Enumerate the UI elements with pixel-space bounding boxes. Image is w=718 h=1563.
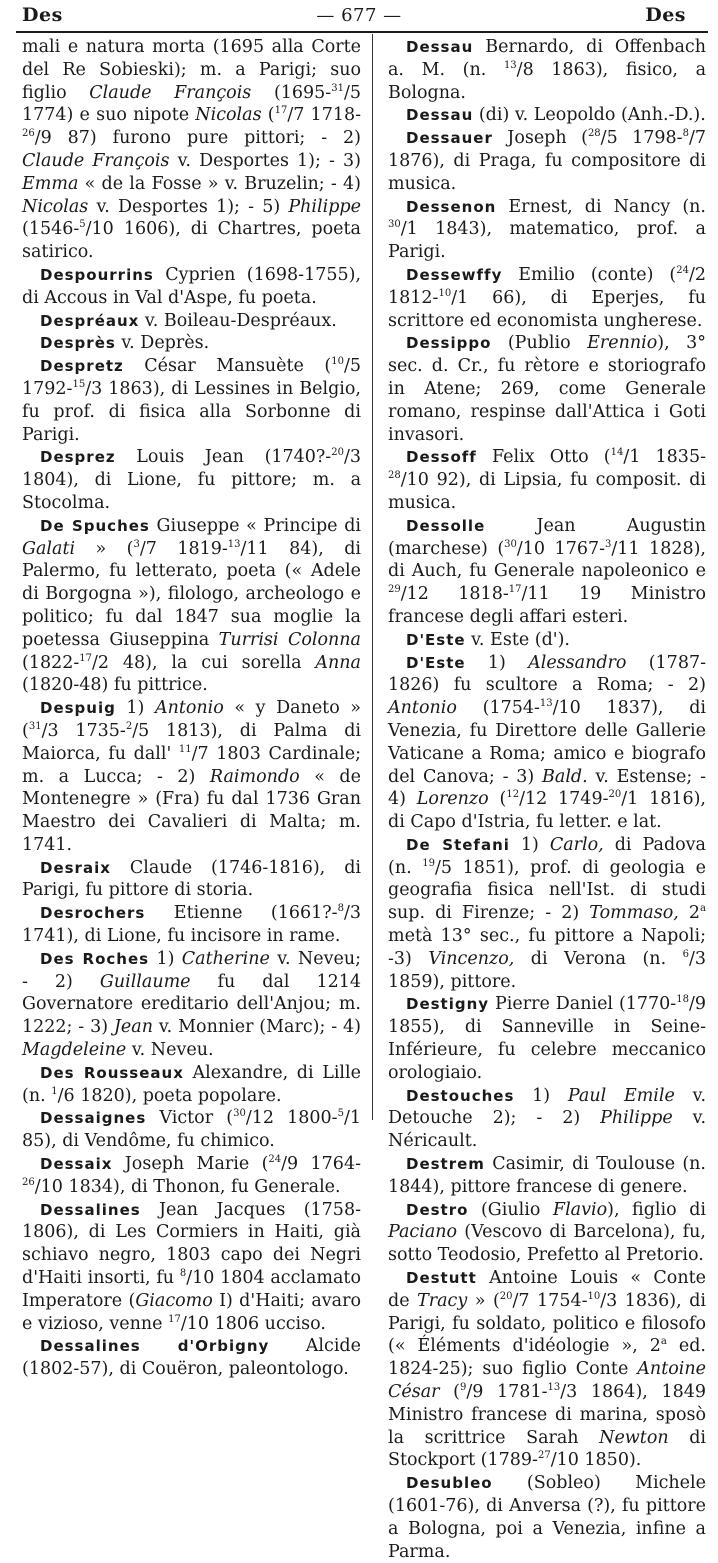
entry-headword: De Stefani — [406, 835, 510, 854]
entry-text: /10 1837), di Venezia, fu Direttore delle Gallerie Vaticane a Roma; amico e biografo del Canova; - 3) — [388, 698, 706, 787]
italic-text: Tracy — [417, 1290, 468, 1311]
entry-text: Pierre Daniel (1770- — [489, 994, 677, 1015]
superscript: 18 — [676, 994, 689, 1006]
entry-text: mali e natura morta (1695 alla Corte del Re Sobieski); m. a Parigi; suo figlio — [22, 37, 361, 103]
superscript: 17 — [168, 1313, 181, 1325]
entry-headword: Des Roches — [40, 949, 150, 968]
entry-text: /6 1820), poeta popolare. — [57, 1085, 282, 1106]
entry-text: /3 1864), 1849 Ministro francese di marina, sposò la scrittrice Sarah — [388, 1382, 707, 1448]
entry-text: 1) — [509, 834, 550, 855]
superscript: 24 — [676, 265, 689, 277]
entry-headword: D'Este — [406, 630, 466, 649]
dictionary-entry — [388, 127, 706, 195]
superscript: 17 — [274, 105, 288, 117]
entry-text: (1546- — [22, 219, 80, 240]
right-column — [388, 36, 706, 1563]
italic-text: Paul Emile — [567, 1085, 675, 1106]
dictionary-entry — [388, 446, 706, 514]
superscript: 3 — [133, 538, 140, 550]
entry-text: v. Estense; - 4) — [388, 766, 706, 810]
entry-text: Etienne (1661?- — [145, 903, 338, 924]
entry-text: /7 1803 Cardinale; m. a Lucca; - 2) — [22, 743, 361, 787]
dictionary-entry — [388, 1199, 706, 1267]
italic-text: Emma — [22, 173, 79, 194]
entry-text: /2 48), la cui sorella — [92, 652, 316, 673]
superscript: 27 — [537, 1450, 551, 1462]
italic-text: Claude François — [22, 150, 170, 171]
entry-text: « de Montenegre » (Fra) fu dal 1736 Gran Maestro dei Cavalieri di Malta; m. 1741. — [22, 766, 361, 855]
dictionary-entry — [388, 1085, 706, 1153]
entry-headword: Dessau — [406, 106, 474, 125]
superscript: 31 — [28, 721, 42, 733]
entry-headword: Dessolle — [406, 516, 486, 535]
entry-text: Alexandre, di Lille (n. — [22, 1062, 361, 1106]
dictionary-entry — [22, 1153, 361, 1199]
entry-text: /9 87) furono pure pittori; - 2) — [34, 128, 361, 149]
dictionary-entry — [388, 1267, 706, 1472]
entry-headword: Destouches — [406, 1086, 515, 1105]
entry-text: /5 1774) e suo nipote — [22, 82, 361, 126]
dictionary-entry — [388, 515, 706, 629]
superscript: 1 — [51, 1085, 58, 1097]
page-number: — 677 — — [316, 5, 402, 26]
dictionary-entry — [388, 104, 706, 127]
entry-headword: Desprès — [40, 334, 116, 353]
entry-text: Emilio (conte) ( — [502, 264, 677, 285]
superscript: 2 — [125, 721, 133, 733]
italic-text: Bald. — [542, 766, 588, 787]
italic-text: Antonio — [388, 698, 457, 719]
dictionary-entry — [388, 629, 706, 652]
header-left-keyword: Des — [22, 4, 63, 26]
superscript: 10 — [438, 287, 452, 299]
italic-text: Newton — [599, 1427, 669, 1448]
entry-text: v. Néricault. — [388, 1108, 707, 1152]
entry-text: Jean Jacques (1758-1806), di Les Cormiers in Haiti, già schiavo negro, 1803 capo dei Negri d'Haiti insorti, fu — [22, 1199, 361, 1289]
dictionary-entry — [22, 310, 361, 333]
column-divider — [372, 34, 373, 1120]
entry-text: v. Detouche 2); - 2) — [388, 1085, 707, 1129]
entry-text: « de la Fosse » v. Bruzelin; - 4) — [78, 173, 361, 194]
superscript: 8 — [337, 903, 344, 915]
left-column — [22, 36, 361, 1381]
superscript: 28 — [388, 470, 401, 482]
entry-text: (1787-1826) fu scultore a Roma; - 2) — [388, 652, 707, 696]
entry-text: 1) — [115, 698, 155, 719]
dictionary-entry — [22, 1062, 361, 1108]
superscript: 29 — [388, 584, 401, 596]
superscript: 20 — [331, 447, 344, 459]
superscript: 17 — [79, 652, 93, 664]
entry-text: /10 1834), di Thonon, fu Generale. — [34, 1176, 341, 1197]
entry-text: Joseph Marie ( — [112, 1154, 269, 1175]
superscript: 30 — [504, 538, 517, 550]
entry-text: ( — [439, 1382, 460, 1403]
entry-headword: Destrem — [406, 1155, 485, 1174]
entry-text: /10 1606), di Chartres, poeta satirico. — [22, 219, 361, 263]
italic-text: Flavio — [552, 1199, 608, 1220]
entry-text: /1 85), di Vendôme, fu chimico. — [22, 1108, 361, 1152]
entry-text: v. Neveu; - 2) — [22, 948, 361, 992]
italic-text: Anna — [315, 652, 361, 673]
italic-text: Alessandro — [528, 652, 627, 673]
superscript: 20 — [499, 1291, 513, 1302]
entry-text: Antoine Louis « Conte de — [388, 1268, 706, 1311]
dictionary-entry — [388, 196, 706, 264]
dictionary-entry — [388, 36, 706, 104]
entry-text: (1822- — [22, 652, 80, 673]
entry-headword: Dessewffy — [406, 265, 503, 284]
superscript: 26 — [22, 1177, 35, 1189]
dictionary-entry — [22, 515, 361, 697]
entry-text: 1) — [149, 948, 182, 969]
entry-headword: Desrochers — [40, 904, 146, 923]
entry-headword: Dessenon — [406, 197, 497, 216]
entry-headword: Desubleo — [406, 1474, 493, 1493]
entry-headword: Dessau — [406, 38, 474, 56]
superscript: 3 — [605, 538, 612, 550]
entry-text: Felix Otto ( — [476, 447, 611, 468]
entry-text: /12 1818- — [400, 584, 509, 605]
entry-text: v. Desportes 1); - 5) — [88, 196, 289, 217]
italic-text: Jean — [113, 1017, 153, 1038]
italic-text: Paciano — [388, 1222, 458, 1243]
entry-text: Victor ( — [146, 1108, 234, 1129]
entry-text: /7 1819- — [139, 538, 228, 559]
entry-text: di Stockport (1789- — [388, 1427, 706, 1471]
entry-text: Bernardo, di Offenbach a. M. (n. — [388, 37, 706, 80]
entry-text: (Sobleo) Michele (1601-76), di Anversa (?), fu pittore a Bologna, poi a Venezia, infine a Parma. — [388, 1473, 706, 1562]
entry-text: « y Daneto » ( — [22, 698, 361, 741]
dictionary-entry — [22, 1335, 361, 1381]
superscript: 9 — [460, 1382, 467, 1394]
italic-text: Nicolas — [195, 105, 262, 126]
italic-text: Philippe — [288, 196, 361, 217]
entry-headword: Dessippo — [406, 334, 492, 353]
superscript: 30 — [388, 219, 401, 231]
superscript: 13 — [547, 1382, 561, 1394]
entry-text: /1 1835- — [623, 447, 706, 468]
entry-text: /5 1798- — [600, 128, 683, 149]
italic-text: Nicolas — [22, 196, 89, 217]
superscript: 13 — [503, 59, 517, 71]
entry-text: /5 1792- — [22, 356, 361, 399]
entry-text: /11 1828), di Auch, fu Generale napoleonico e — [388, 538, 706, 582]
superscript: 8 — [682, 128, 689, 140]
superscript: 5 — [79, 219, 86, 231]
entry-text: 1) — [465, 652, 529, 673]
italic-text: Carlo, — [549, 834, 604, 855]
superscript: 15 — [72, 379, 86, 391]
entry-headword: Dessalines — [40, 1200, 141, 1219]
entry-headword: Des Rousseaux — [40, 1063, 184, 1082]
header-right-keyword: Des — [645, 4, 686, 26]
superscript: 19 — [422, 857, 435, 869]
entry-text: v. Monnier (Marc); - 4) — [153, 1017, 361, 1038]
entry-text: /11 19 Ministro francese degli affari esteri. — [388, 584, 706, 627]
superscript: 26 — [22, 128, 35, 140]
dictionary-entry — [22, 332, 361, 355]
entry-text: Claude (1746-1816), di Parigi, fu pittore di storia. — [22, 857, 361, 901]
entry-text: Joseph ( — [492, 128, 588, 149]
entry-headword: Despourrins — [40, 265, 154, 284]
entry-text: ), figlio di — [607, 1199, 706, 1220]
entry-text: Casimir, di Toulouse (n. 1844), pittore francese di genere. — [388, 1154, 706, 1197]
entry-text: I) d'Haiti; avaro e vizioso, venne — [22, 1290, 361, 1334]
entry-headword: Despuig — [40, 699, 116, 718]
entry-text: /8 1863), fisico, a Bologna. — [388, 59, 707, 103]
entry-text: /1 1816), di Capo d'Istria, fu letter. e lat. — [388, 789, 706, 833]
entry-text: ), 3° sec. d. Cr., fu rètore e storiografo in Atene; 269, come Generale romano, respinse dall'Attica i Goti invasori. — [388, 333, 706, 445]
entry-text: /1 66), di Eperjes, fu scrittore ed economista ungherese. — [388, 287, 706, 331]
dictionary-entry — [22, 697, 361, 857]
superscript: 24 — [268, 1154, 282, 1166]
superscript: 12 — [506, 789, 520, 801]
entry-text: Louis Jean (1740?- — [115, 447, 332, 468]
entry-text: 1) — [514, 1085, 568, 1106]
dictionary-entry — [22, 902, 361, 948]
entry-text: v. Boileau-Despréaux. — [139, 310, 337, 331]
entry-text: /5 1813), di Palma di Maiorca, fu dall' — [22, 720, 361, 764]
entry-headword: Dessauer — [406, 129, 493, 148]
entry-text: Giuseppe « Principe di — [149, 515, 361, 536]
entry-text: metà 13° sec., fu pittore a Napoli; -3) — [388, 926, 706, 969]
dictionary-entry — [22, 857, 361, 903]
entry-text: /3 1863), di Lessines in Belgio, fu prof. di fisica alla Sorbonne di Parigi. — [22, 378, 361, 445]
italic-text: Antoine César — [388, 1359, 706, 1403]
superscript: 20 — [608, 789, 622, 801]
italic-text: Magdeleine — [22, 1040, 127, 1061]
italic-text: Lorenzo — [416, 789, 489, 810]
italic-text: Antonio — [154, 698, 224, 719]
dictionary-entry — [22, 355, 361, 446]
entry-text: » ( — [467, 1290, 500, 1311]
entry-text: /9 1781- — [466, 1382, 548, 1403]
dictionary-entry — [22, 36, 361, 264]
superscript: 14 — [610, 447, 624, 459]
entry-headword: Destutt — [406, 1269, 477, 1288]
entry-headword: Destro — [406, 1200, 469, 1219]
entry-text: (Giulio — [468, 1199, 553, 1220]
italic-text: Tommaso, — [589, 903, 679, 924]
dictionary-entry — [22, 1199, 361, 1336]
superscript: 8 — [179, 1268, 187, 1280]
italic-text: Claude François — [89, 82, 252, 103]
dictionary-entry — [22, 264, 361, 310]
superscript: 17 — [508, 584, 522, 596]
entry-headword: Desraix — [40, 858, 111, 877]
entry-text: /7 1718- — [287, 105, 362, 126]
dictionary-entry — [22, 446, 361, 514]
superscript: 10 — [331, 356, 344, 368]
entry-text: /3 1741), di Lione, fu incisore in rame. — [22, 903, 361, 947]
entry-text: /11 84), di Palermo, fu letterato, poeta (« Adele di Borgogna »), filologo, archeologo e politico; fu dal 1847 sua moglie la poetessa Giuseppina — [22, 538, 362, 650]
entry-text: /5 1851), prof. di geologia e geografia fisica nell'Ist. di studi sup. di Firenze; - 2) — [388, 857, 706, 924]
entry-text: (Publio — [491, 333, 588, 354]
superscript: 13 — [227, 538, 241, 550]
entry-text: /12 1800- — [245, 1108, 338, 1129]
italic-text: Guillaume — [99, 971, 191, 992]
header-rule — [16, 31, 708, 33]
superscript: 11 — [178, 743, 192, 755]
entry-text: » ( — [75, 538, 134, 559]
dictionary-entry — [388, 834, 706, 994]
entry-headword: D'Este — [406, 653, 466, 672]
italic-text: Catherine — [181, 948, 270, 969]
entry-text: /10 1767- — [516, 538, 606, 559]
entry-text: César Mansuète ( — [123, 356, 332, 377]
entry-headword: De Spuches — [40, 516, 150, 535]
entry-text: (1820-48) fu pittrice. — [22, 675, 208, 696]
entry-headword: Dessoff — [406, 448, 477, 467]
entry-headword: Destigny — [406, 995, 490, 1014]
entry-text: (1754- — [456, 698, 540, 719]
dictionary-entry — [22, 948, 361, 1062]
entry-text: di Verona (n. — [514, 948, 683, 969]
superscript: 28 — [587, 128, 601, 140]
entry-text: /10 1804 acclamato Imperatore ( — [22, 1268, 361, 1311]
entry-headword: Dessalines d'Orbigny — [40, 1337, 270, 1356]
running-header — [0, 0, 718, 30]
dictionary-entry — [22, 1107, 361, 1153]
entry-text: ed. 1824-25); suo figlio Conte — [388, 1336, 706, 1380]
entry-text: v. Neveu. — [126, 1040, 214, 1061]
entry-text: /1 1843), matematico, prof. a Parigi. — [388, 219, 706, 263]
superscript: 13 — [539, 698, 553, 710]
superscript: 6 — [682, 949, 689, 961]
entry-text: /12 1749- — [519, 789, 609, 810]
entry-text: /10 1806 ucciso. — [180, 1313, 326, 1334]
entry-headword: Dessaignes — [40, 1109, 147, 1128]
entry-text: fu dal 1214 Governatore ereditario dell'Anjou; m. 1222; - 3) — [22, 971, 361, 1038]
entry-text: (di) v. Leopoldo (Anh.-D.). — [473, 105, 706, 126]
superscript: 30 — [233, 1108, 246, 1120]
entry-text: /3 1804), di Lione, fu pittore; m. a Stocolma. — [22, 447, 361, 513]
entry-text: /7 1754- — [512, 1290, 588, 1311]
entry-text: Cyprien (1698-1755), di Accous in Val d'Aspe, fu poeta. — [22, 264, 361, 308]
entry-text: /2 1812- — [388, 264, 706, 308]
superscript: a — [700, 903, 706, 915]
superscript: 31 — [331, 82, 344, 94]
entry-headword: Despréaux — [40, 311, 140, 330]
entry-text: /7 1876), di Praga, fu compositore di musica. — [388, 128, 706, 194]
entry-text: /9 1855), di Sanneville in Seine-Inférieure, fu celebre meccanico orologiaio. — [388, 994, 706, 1083]
entry-text: /10 1850). — [550, 1450, 642, 1471]
entry-text: /3 1735- — [41, 720, 126, 741]
entry-text: Jean Augustin (marchese) ( — [388, 515, 706, 559]
entry-text: v. Desportes 1); - 3) — [169, 150, 361, 171]
italic-text: Vincenzo, — [428, 948, 515, 969]
superscript: 5 — [337, 1108, 344, 1120]
entry-text: /3 1836), di Parigi, fu soldato, politico e filosofo (« Éléments d'idéologie », 2 — [388, 1290, 706, 1357]
italic-text: Philippe — [600, 1108, 673, 1129]
dictionary-entry — [388, 332, 706, 446]
entry-headword: Despretz — [40, 357, 124, 376]
italic-text: Raimondo — [209, 766, 300, 787]
entry-text: /3 1859), pittore. — [388, 948, 706, 992]
entry-text: /9 1764- — [281, 1154, 361, 1175]
entry-text: di Padova (n. — [388, 834, 706, 878]
italic-text: Giacomo — [135, 1290, 213, 1311]
italic-text: Turrisi Colonna — [218, 629, 361, 650]
entry-text: ( — [261, 105, 275, 126]
dictionary-entry — [388, 1472, 706, 1563]
italic-text: Erennio — [587, 333, 658, 354]
entry-text: /10 92), di Lipsia, fu composit. di musica. — [388, 470, 706, 513]
dictionary-entry — [388, 993, 706, 1084]
entry-text: v. Este (d'). — [465, 629, 570, 650]
entry-text: v. Deprès. — [115, 333, 210, 354]
dictionary-entry — [388, 1153, 706, 1199]
dictionary-entry — [388, 264, 706, 332]
superscript: a — [660, 1336, 667, 1348]
entry-text: Alcide (1802-57), di Couëron, paleontologo. — [22, 1336, 361, 1380]
entry-text: 2 — [678, 903, 701, 924]
dictionary-entry — [388, 652, 706, 834]
entry-text: (Vescovo di Barcelona), fu, sotto Teodosio, Prefetto al Pretorio. — [388, 1222, 706, 1266]
entry-headword: Desprez — [40, 448, 116, 467]
entry-text: (1695- — [251, 82, 332, 103]
entry-text: Ernest, di Nancy (n. — [496, 196, 706, 217]
entry-text: ( — [488, 789, 507, 810]
superscript: 10 — [587, 1291, 601, 1302]
entry-headword: Dessaix — [40, 1155, 113, 1174]
italic-text: Galati — [22, 538, 76, 559]
